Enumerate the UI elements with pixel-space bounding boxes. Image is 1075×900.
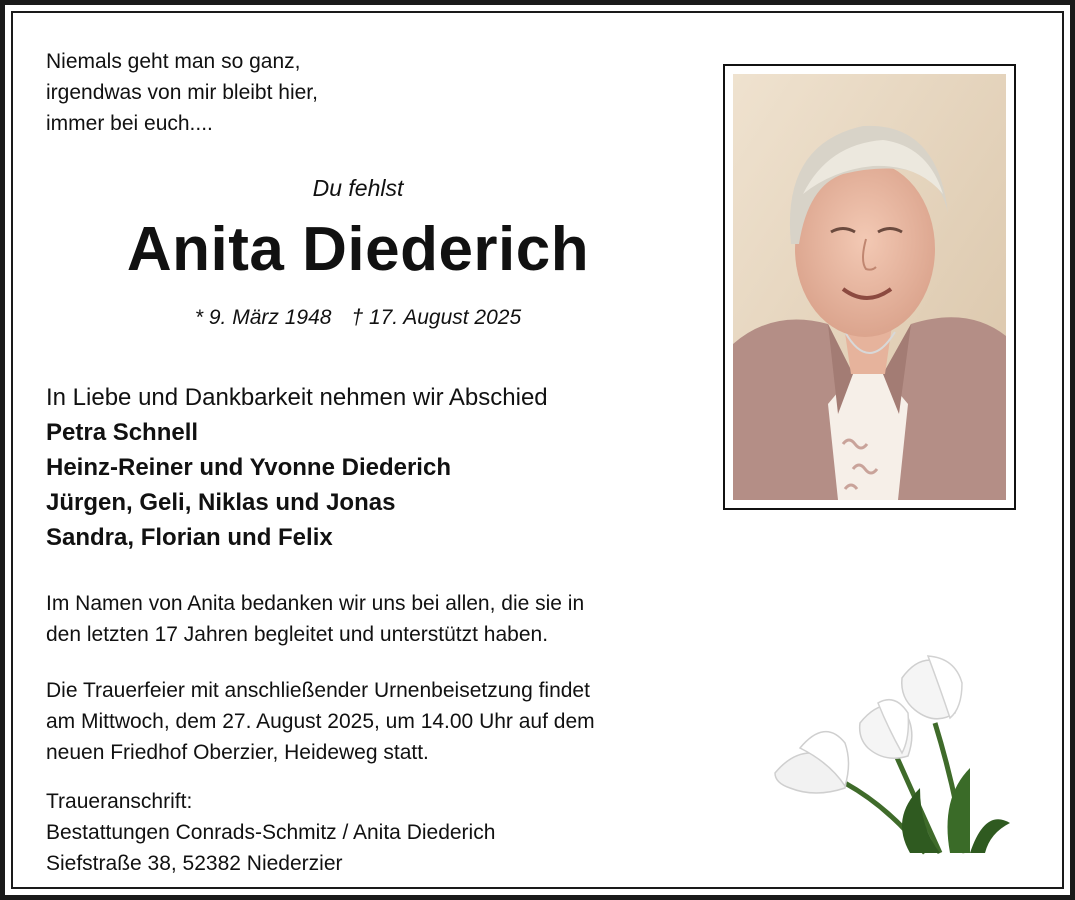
address-block (46, 786, 495, 879)
life-dates (0, 306, 716, 330)
address-line: Bestattungen Conrads-Schmitz / Anita Diederich (46, 821, 496, 844)
text-line: neuen Friedhof Oberzier, Heideweg statt. (46, 741, 429, 764)
portrait-photo (733, 74, 1006, 500)
birth-date: * 9. März 1948 (194, 306, 332, 329)
text-line: Die Trauerfeier mit anschließender Urnenbeisetzung findet (46, 679, 590, 702)
family-name: Sandra, Florian und Felix (46, 524, 333, 551)
poem (46, 46, 318, 139)
address-heading: Traueranschrift: (46, 790, 193, 813)
portrait-frame (723, 64, 1016, 510)
mourners-intro: In Liebe und Dankbarkeit nehmen wir Abschied (46, 384, 548, 411)
lead-text: Du fehlst (312, 175, 404, 201)
address-line: Siefstraße 38, 52382 Niederzier (46, 852, 343, 875)
mourners-section (46, 380, 548, 555)
text-line: am Mittwoch, dem 27. August 2025, um 14.00 Uhr auf dem (46, 710, 595, 733)
poem-line: Niemals geht man so ganz, (46, 50, 301, 73)
poem-line: irgendwas von mir bleibt hier, (46, 81, 318, 104)
portrait-illustration (733, 74, 1006, 500)
funeral-paragraph (46, 675, 595, 768)
tulips-icon (770, 648, 1020, 858)
family-name: Jürgen, Geli, Niklas und Jonas (46, 489, 396, 516)
text-line: Im Namen von Anita bedanken wir uns bei allen, die sie in (46, 592, 585, 615)
deceased-name: Anita Diederich (126, 215, 590, 284)
tulips-illustration (770, 648, 1020, 858)
poem-line: immer bei euch.... (46, 112, 213, 135)
text-line: den letzten 17 Jahren begleitet und unterstützt haben. (46, 623, 549, 646)
family-name: Petra Schnell (46, 419, 199, 446)
family-name: Heinz-Reiner und Yvonne Diederich (46, 454, 451, 481)
death-date: † 17. August 2025 (351, 306, 522, 329)
thanks-paragraph (46, 588, 584, 650)
